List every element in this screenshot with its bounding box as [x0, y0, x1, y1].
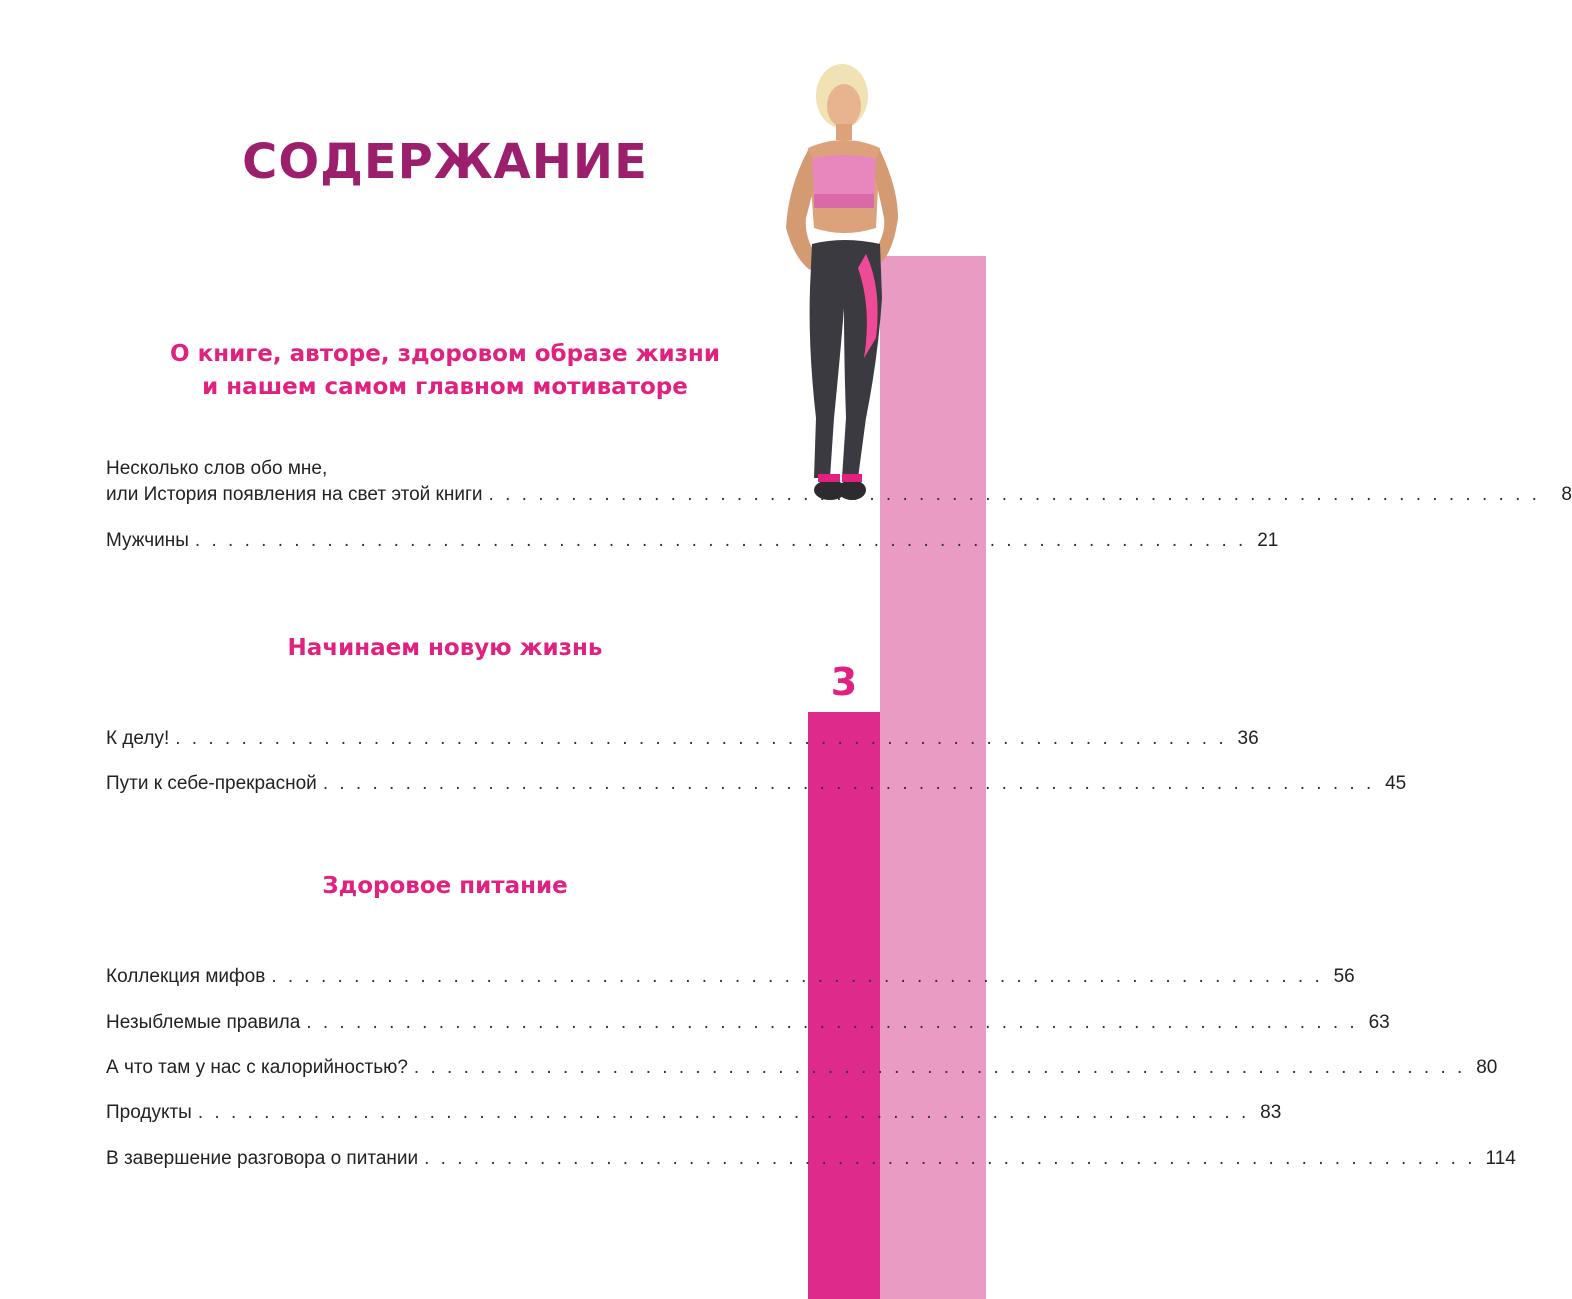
section-heading — [0, 338, 890, 404]
toc-entry[interactable] — [106, 726, 1259, 752]
toc-entry[interactable] — [106, 1100, 1282, 1126]
dot-leader: . . . . . . . . . . . . . . . . . . . . . . . . . . . . . . . . . . . . . . . . . . . . . . . . . . . . . . . . . . . . . . . . — [488, 484, 1540, 505]
toc-entry-text: Продукты — [106, 1102, 192, 1123]
toc-entry[interactable] — [106, 1010, 1390, 1036]
toc-entry-text: Коллекция мифов — [106, 966, 266, 987]
dot-leader: . . . . . . . . . . . . . . . . . . . . . . . . . . . . . . . . . . . . . . . . . . . . . . . . . . . . . . . . . . . . . . . . — [424, 1148, 1476, 1169]
section-heading — [0, 632, 890, 665]
toc-page-number: 45 — [1385, 773, 1407, 794]
toc-page-number: 83 — [1260, 1102, 1282, 1123]
toc-page-number: 80 — [1476, 1057, 1498, 1078]
toc-page-number: 63 — [1368, 1012, 1390, 1033]
section-heading-line: Здоровое питание — [322, 873, 568, 899]
dot-leader: . . . . . . . . . . . . . . . . . . . . . . . . . . . . . . . . . . . . . . . . . . . . . . . . . . . . . . . . . . . . . . . . — [322, 773, 1375, 794]
toc-page-number: 56 — [1333, 966, 1355, 987]
toc-entry[interactable] — [106, 964, 1355, 990]
dot-leader: . . . . . . . . . . . . . . . . . . . . . . . . . . . . . . . . . . . . . . . . . . . . . . . . . . . . . . . . . . . . . . . . — [413, 1057, 1466, 1078]
toc-entry-text: или История появления на свет этой книги — [106, 484, 483, 505]
section-heading — [0, 870, 890, 903]
toc-entry[interactable] — [106, 771, 1407, 797]
section-heading-line: и нашем самом главном мотиваторе — [202, 374, 688, 400]
toc-entry-text: Мужчины — [106, 530, 189, 551]
dot-leader: . . . . . . . . . . . . . . . . . . . . . . . . . . . . . . . . . . . . . . . . . . . . . . . . . . . . . . . . . . . . . . . . — [175, 728, 1227, 749]
dot-leader: . . . . . . . . . . . . . . . . . . . . . . . . . . . . . . . . . . . . . . . . . . . . . . . . . . . . . . . . . . . . . . . . — [271, 966, 1323, 987]
toc-entry-text: Пути к себе-прекрасной — [106, 773, 317, 794]
toc-entry[interactable] — [106, 1146, 1516, 1172]
toc-entry-text: Незыблемые правила — [106, 1012, 301, 1033]
toc-entry-text: К делу! — [106, 728, 170, 749]
section-heading-line: О книге, авторе, здоровом образе жизни — [170, 341, 720, 367]
toc-entry-text: А что там у нас с калорийностью? — [106, 1057, 408, 1078]
toc-page-number: 8 — [1561, 484, 1572, 505]
page-number: 3 — [830, 660, 858, 704]
toc-entry[interactable] — [106, 1055, 1498, 1081]
toc-page-number: 36 — [1237, 728, 1259, 749]
decorative-bar-dark — [808, 712, 880, 1299]
dot-leader: . . . . . . . . . . . . . . . . . . . . . . . . . . . . . . . . . . . . . . . . . . . . . . . . . . . . . . . . . . . . . . . . — [306, 1012, 1358, 1033]
dot-leader: . . . . . . . . . . . . . . . . . . . . . . . . . . . . . . . . . . . . . . . . . . . . . . . . . . . . . . . . . . . . . . . . — [197, 1102, 1250, 1123]
toc-entry[interactable] — [106, 456, 1572, 508]
section-heading-line: Начинаем новую жизнь — [287, 635, 603, 661]
toc-entry[interactable] — [106, 528, 1279, 554]
toc-page-number: 21 — [1257, 530, 1279, 551]
page-title: СОДЕРЖАНИЕ — [242, 134, 648, 190]
toc-entry-text: Несколько слов обо мне, — [106, 458, 328, 479]
toc-page-number: 114 — [1485, 1148, 1516, 1169]
dot-leader: . . . . . . . . . . . . . . . . . . . . . . . . . . . . . . . . . . . . . . . . . . . . . . . . . . . . . . . . . . . . . . . . — [194, 530, 1247, 551]
toc-entry-text: В завершение разговора о питании — [106, 1148, 419, 1169]
